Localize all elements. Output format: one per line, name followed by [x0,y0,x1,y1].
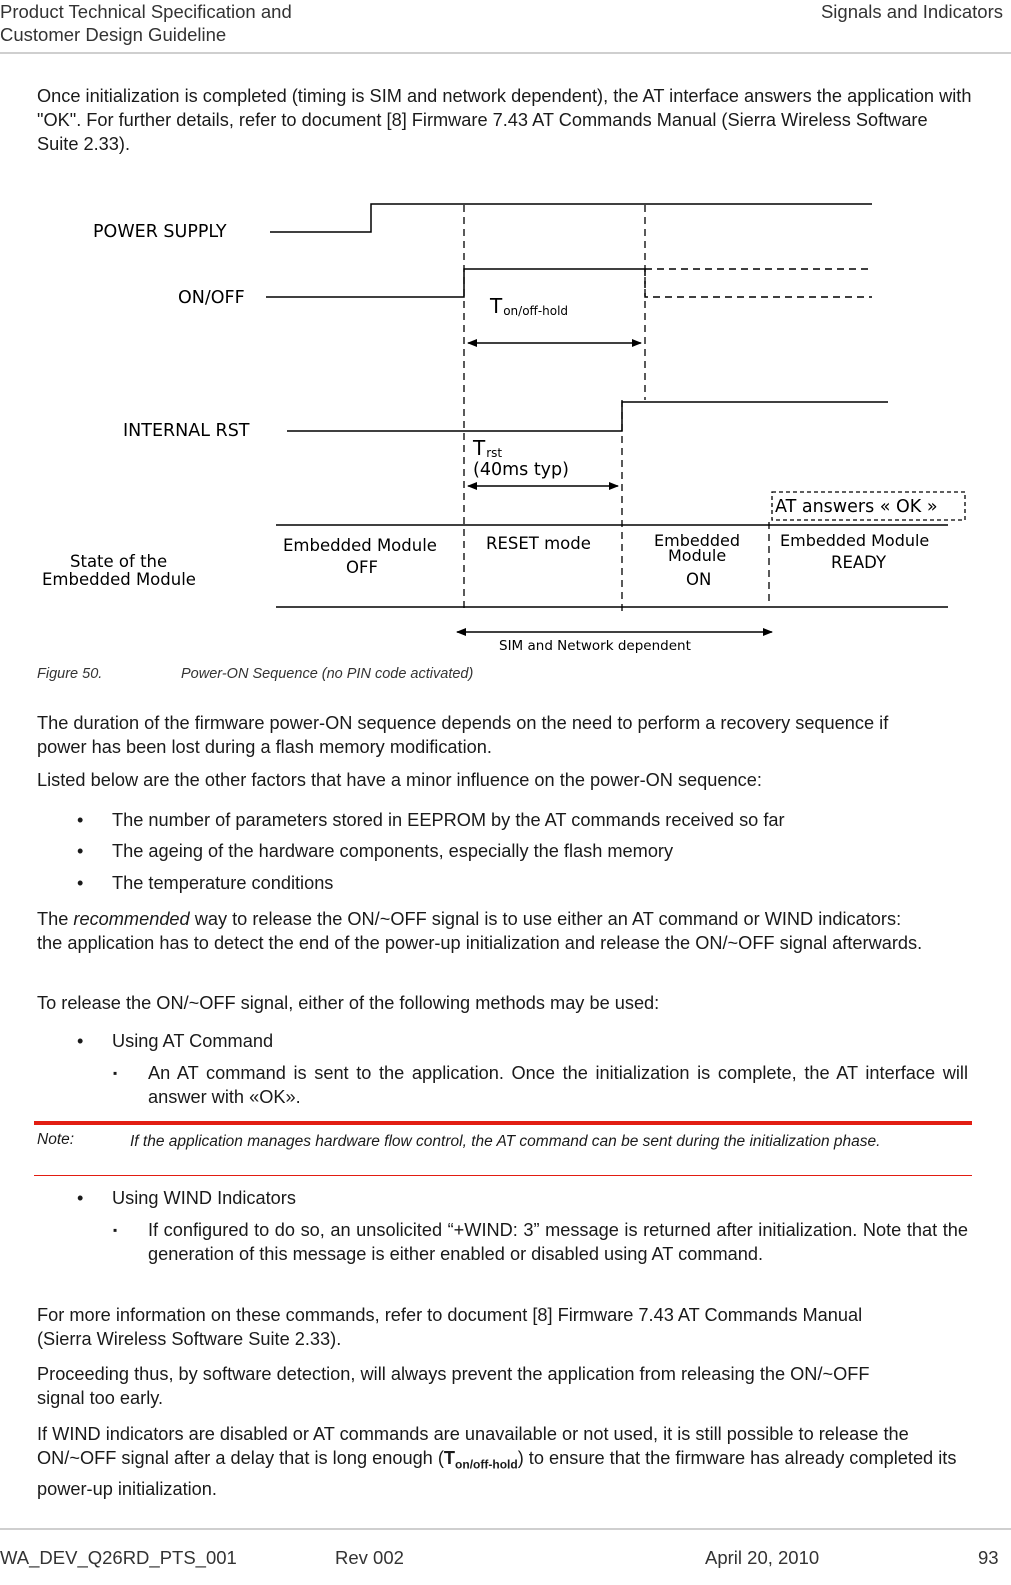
intro-paragraph: Once initialization is completed (timing is SIM and network dependent), the AT interface answers the application with "OK". For further details, refer to document [8] Firmware 7.43 AT Commands Manual (Sierra Wireless Software Suite 2.33). [37,86,972,154]
bullet-glyph: • [77,1188,84,1208]
bullet-item: The number of parameters stored in EEPROM by the AT commands received so far [112,810,785,830]
method-at-detail: An AT command is sent to the application. Once the initialization is complete, the AT interface will answer with «OK». [148,1063,968,1107]
footer-revision: Rev 002 [335,1547,404,1568]
note-label: Note: [37,1131,75,1148]
header-title-line2: Customer Design Guideline [0,24,227,45]
more-info-paragraph: For more information on these commands, refer to document [8] Firmware 7.43 AT Commands Manual (Sierra Wireless Software Suite 2.33). [37,1305,863,1349]
last-before: If WIND indicators are disabled or AT commands are unavailable or not used, it is still possible to release the ON/~OFF signal after a delay that is long enough ( [37,1424,909,1468]
t-onoff-main: T [490,294,503,318]
square-bullet-glyph: ▪ [113,1223,118,1237]
on-off-label: ON/OFF [178,288,245,308]
power-supply-signal [270,204,872,232]
duration-paragraph: The duration of the firmware power-ON sequence depends on the need to perform a recovery sequence if power has been lost during a flash memory modification. [37,713,889,757]
proceeding-paragraph: Proceeding thus, by software detection, will always prevent the application from releasing the ON/~OFF signal too early. [37,1364,870,1408]
last-bold-main: T [443,1448,456,1468]
figure-caption [37,666,474,682]
t-rst-main: T [473,436,486,460]
footer-doc-id: WA_DEV_Q26RD_PTS_001 [0,1547,237,1568]
note-text: If the application manages hardware flow control, the AT command can be sent during the initialization phase. [130,1133,881,1150]
state-reset-mode: RESET mode [486,534,591,553]
last-paragraph [37,1422,962,1501]
state-on-line2: Module [668,546,727,565]
bullet-glyph: • [77,873,84,893]
recommended-after: way to release the ON/~OFF signal is to use either an AT command or WIND indicators: the application has to detect the end of the power-up initialization and release the ON/~OFF signal afterwards. [37,909,923,953]
state-label-line1: State of the [70,552,168,571]
power-on-sequence-diagram [0,180,1011,660]
square-bullet-glyph: ▪ [113,1066,118,1080]
state-off-line1: Embedded Module [283,536,437,555]
factors-intro-paragraph: Listed below are the other factors that have a minor influence on the power-ON sequence: [37,770,762,790]
figure-title: Power-ON Sequence (no PIN code activated) [181,666,474,682]
state-on-line3: ON [686,570,712,589]
bullet-glyph: • [77,810,84,830]
figure-number: Figure 50. [37,666,103,682]
bullet-item: The ageing of the hardware components, especially the flash memory [112,841,674,861]
bullet-glyph: • [77,841,84,861]
header-left [0,0,292,46]
page-footer [0,1528,1011,1585]
at-answers-label: AT answers « OK » [775,497,938,517]
on-off-signal [266,269,645,297]
method-wind-detail: If configured to do so, an unsolicited “+WIND: 3” message is returned after initialization. Note that the generation of this message is either enabled or disabled using AT command. [148,1220,968,1264]
sim-network-label: SIM and Network dependent [499,638,691,654]
state-label-line2: Embedded Module [42,570,196,589]
recommended-before: The [37,909,74,929]
t-rst-sub: rst [486,446,503,460]
method-at-title: Using AT Command [112,1031,274,1051]
header-section: Signals and Indicators [820,1,1003,22]
t-rst-typical-label: (40ms typ) [473,460,569,480]
last-after: ) to ensure that the firmware has already completed its power-up initialization. [37,1448,957,1499]
t-rst-label [472,436,502,460]
internal-rst-signal [287,402,888,431]
last-bold-symbol [443,1448,518,1472]
state-ready-line2: READY [831,553,887,572]
page-header [0,0,1011,54]
methods-paragraph: To release the ON/~OFF signal, either of the following methods may be used: [37,993,660,1013]
on-off-dashed-low [645,269,872,297]
bullet-glyph: • [77,1031,84,1051]
state-on-line1: Embedded [654,531,741,550]
footer-date: April 20, 2010 [705,1547,820,1568]
method-wind-title: Using WIND Indicators [112,1188,296,1208]
note-box [34,1121,972,1176]
internal-rst-label: INTERNAL RST [123,421,250,441]
state-ready-line1: Embedded Module [780,531,930,550]
t-onoff-label [489,294,568,318]
recommended-emphasis: recommended [73,909,190,929]
state-off-line2: OFF [346,558,378,577]
header-title-line1: Product Technical Specification and [0,1,292,22]
bullet-item: The temperature conditions [112,873,334,893]
t-onoff-sub: on/off-hold [503,304,569,318]
power-supply-label: POWER SUPPLY [93,222,227,242]
footer-page-number: 93 [978,1547,999,1568]
recommended-paragraph [37,907,927,955]
last-bold-sub: on/off-hold [455,1457,518,1472]
